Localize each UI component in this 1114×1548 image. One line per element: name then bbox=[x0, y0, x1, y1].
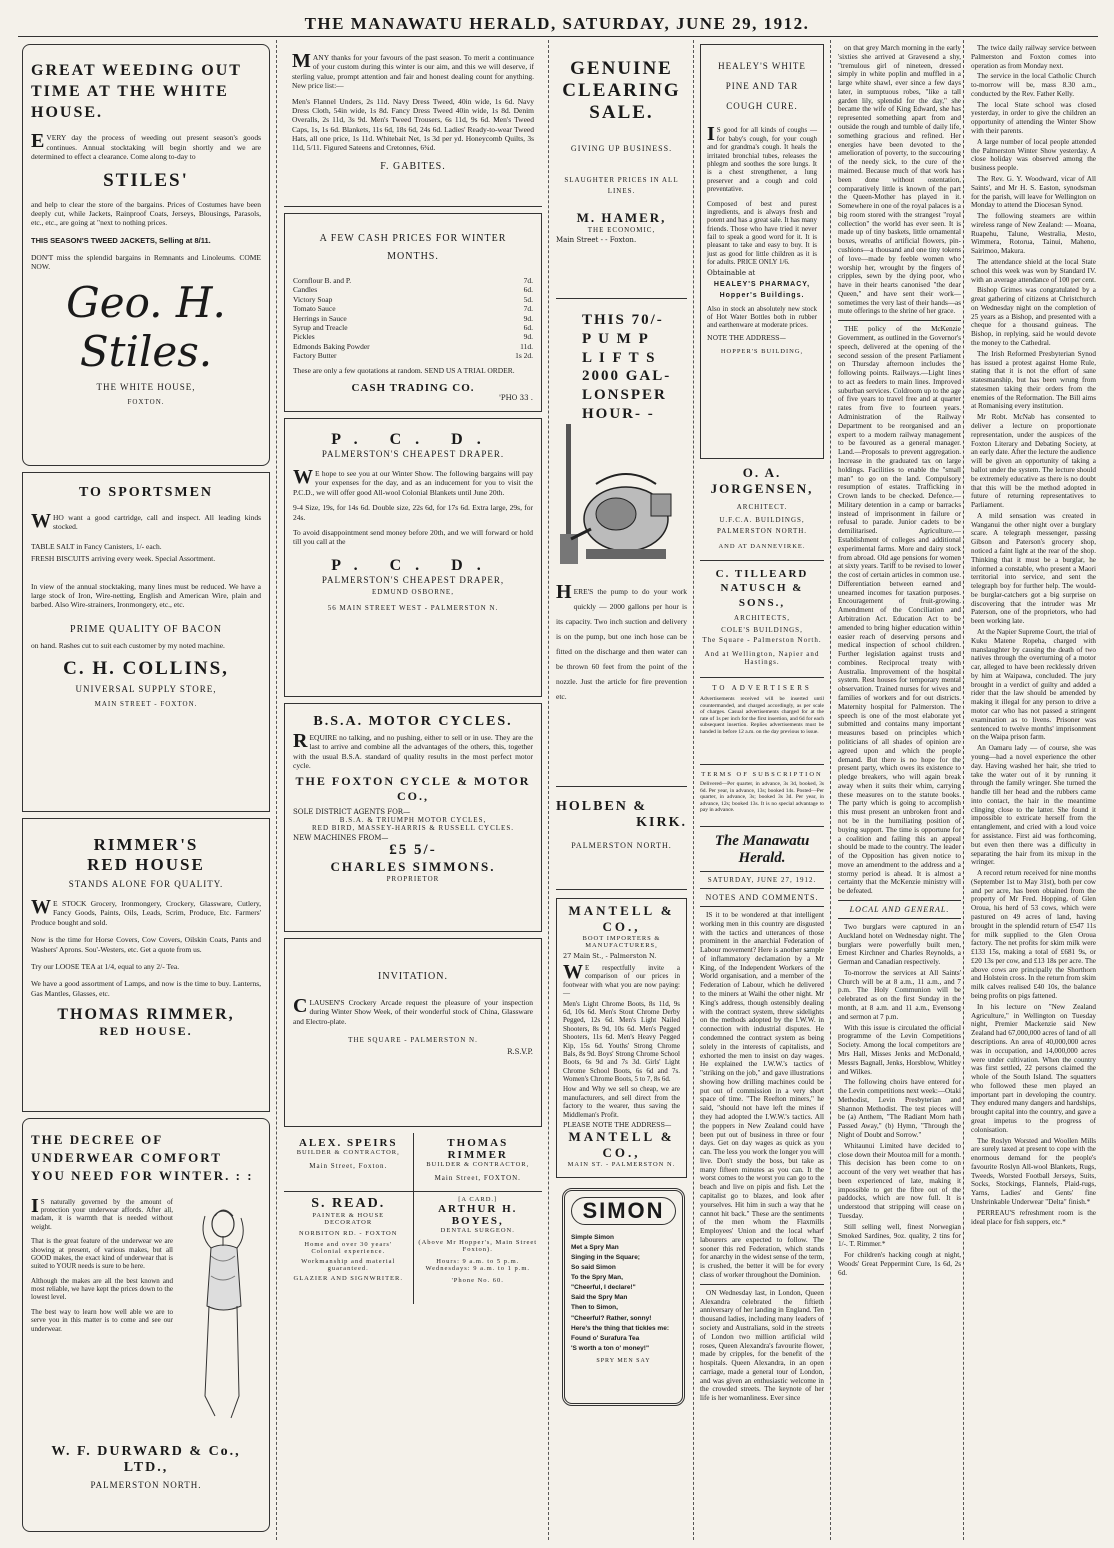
column-6 bbox=[971, 44, 1096, 1540]
cash-price-row bbox=[293, 285, 533, 294]
tilleard-name: C. TILLEARD NATUSCH & SONS., bbox=[715, 568, 809, 609]
simon-verse-line: Said the Spry Man bbox=[571, 1294, 628, 1302]
news-alexandra-cont: on that grey March morning in the early 'sixties she arrived at Gravesend a shy, "tremulous girl of nineteen, dressed simply in white poplin and muffled in a large white shawl, ever since a few days later, in sumptuous robes, "like a tall garden lily, splendid for the day," she became the wife of King Edward, she has represented something apart from and outside the rough and tumble of daily life, something gracious and refined. Her energies have been devoted to the amelioration of poverty, to the succouring of the needy sick, to the cure of the maimed. Because much of that work has been done without ostentation, comparatively little is known of the part the Queen-Mother has played in it. Somewhere in one of the royal palaces is a big room stored with the strangest "royal collection" the world has ever seen. It is made up of tiny baskets, little ornamental boxes, wreaths of artificial flowers, pin-cushions—a thousand and one tiny tokens of love—made by feeble women who worship her, wrought by the fingers of cripples, sewn by the dying poor, who have in their hearts canonised "the dear Queen," and have sent their work—sometimes the very last of their hands—as mute offerings to the shrine of her grace. bbox=[838, 44, 961, 316]
cash-note: These are only a few quotations at random. SEND US A TRIAL ORDER. bbox=[293, 366, 515, 376]
rimmer-p3: Try our LOOSE TEA at 1/4, equal to any 2/- Tea. bbox=[31, 961, 180, 971]
jorgensen-ad bbox=[700, 465, 824, 561]
tilleard-also: And at Wellington, Napier and Hastings. bbox=[704, 649, 820, 666]
gabites-list: Men's Flannel Unders, 2s 11d. Navy Dress Tweed, 40in wide, 1s 6d. Navy Dress Cloth, 54in wide, 1s 8d. Fancy Dress Tweed 40in wide, 1s 8d. Denim Overalls, 2s 11d, 3s 9d. Men's Tweed Trousers, 6s 11d, 9s 6d. Men's Tweed Caps, 1s, 1s 6d. Blankets, 11s 6d, 18s 6d, 24s 6d. Ladies' Ready-to-wear Tweed Hats, all one price, 1s 11d. Whitebait Net, 1s 3d per yd. Honeycomb Quilts, 3s 11d, 5/11. Figured Sateens and Cretonnes, 6¾d. bbox=[292, 96, 534, 153]
hamer-t3: SALE. bbox=[589, 102, 654, 123]
hamer-sub: GIVING UP BUSINESS. bbox=[570, 144, 673, 153]
bsa-machines: NEW MACHINES FROM— bbox=[293, 833, 389, 842]
news-paragraph: A record return received for nine months (September 1st to May 31st), both per cow and per acre, has been obtained from the property of Mr Fred. Hopping, of Glen Oroua, his herd of 53 cows, which were pastured on 49 acres of land, having brought in the splendid return of £547 11s for milk supplied to the Glen Oroua factory. The net profits for skim milk were £133 15s, making a total of £681 9s, or £20 13s per cow, and £13 18s per acre. The above cows are principally the Shorthorn and Holstein cross. In the return from skim milk calves realised £40 10s, the balance being profits on pigs fattened. bbox=[971, 869, 1096, 1001]
column-divider bbox=[830, 40, 831, 1540]
simon-verse-line: "Cheerful, I declare!" bbox=[571, 1284, 636, 1292]
pcd-addr: 56 MAIN STREET WEST - PALMERSTON N. bbox=[327, 603, 499, 612]
bsa-prop: CHARLES SIMMONS. bbox=[330, 858, 496, 874]
cash-price-row bbox=[293, 342, 533, 351]
rimmer-p1: WE STOCK Grocery, Ironmongery, Crockery, Glassware, Cutlery, Fancy Goods, Paints, Oils, Leads, Scrim, Produce, Etc. Farmers' Produce bought and sold. bbox=[31, 896, 261, 927]
cash-price-row bbox=[293, 314, 533, 323]
collins-p4: In view of the annual stocktaking, many lines must be reduced. We have a large stock of Iron, Wire-netting, English and American Wire, plain and barbed. Also Wire-strainers, Ironmongery, etc., etc. bbox=[31, 581, 261, 610]
hamer-ad bbox=[556, 58, 687, 299]
stiles-house: THE WHITE HOUSE, bbox=[96, 381, 196, 392]
boyes-addr: (Above Mr Hopper's, Main Street Foxton). bbox=[418, 1239, 538, 1253]
healey-addr: HOPPER'S BUILDING, bbox=[720, 347, 804, 355]
cash-item-price: 6d. bbox=[523, 285, 533, 295]
news-choirs: The following choirs have entered for the Levin competitions next week:—Otaki Methodist, Levin Presbyterian and Shannon Methodist. The test pieces will be (a) Anthem, "The Radiant Morn hath Passed Away," (b) Hymn, "Through the Night of Doubt and Sorrow." bbox=[838, 1078, 961, 1139]
cash-price-list bbox=[293, 276, 533, 360]
read-ad bbox=[284, 1192, 414, 1304]
pump-body: HERE'S the pump to do your work quickly — 2000 gallons per hour is its capacity. Two inch suction and delivery is on the pump, but one inch hose can be fitted on the discharge and then water can be thrown 60 feet from the point of the nozzle. Just the article for fire prevention etc. bbox=[556, 580, 687, 701]
pcd-owner: EDMUND OSBORNE, bbox=[372, 587, 454, 596]
bsa-proptitle: PROPRIETOR bbox=[386, 874, 440, 883]
cash-price-row bbox=[293, 295, 533, 304]
news-paragraph: The Irish Reformed Presbyterian Synod has issued a protest against Home Rule, stating that it is not the effort of sane statesmanship, but has been wrung from statesmen taking their orders from the enemies of the Reformation. The Bill aims at Romanising every institution. bbox=[971, 349, 1096, 411]
advertisers-body: Advertisements received will be inserted until countermanded, and charged accordingly, as per scale of charges. Casual advertisements charged for at the rate of 1s per inch for the first insertion, and 6d for each subsequent insertion. Replies advertisements must be handed in before 12 a.m. on the day previous to issue. bbox=[700, 696, 824, 735]
stiles-ad bbox=[22, 44, 270, 466]
jorgensen-addr: U.F.C.A. BUILDINGS, PALMERSTON NORTH. bbox=[716, 516, 808, 536]
pcd-p2: 9-4 Size, 19s, for 14s 6d. Double size, 22s 6d, for 17s 6d. Extra large, 29s, for 24s. bbox=[293, 503, 533, 522]
healey-t3: COUGH CURE. bbox=[726, 100, 798, 111]
cash-item-price: 1s 2d. bbox=[515, 351, 533, 360]
news-paragraph: At the Napier Supreme Court, the trial of Kuku Matene Ropeha, charged with manslaughter by causing the death of two natives through the overturning of a motor car, alleged to have been recklessly driven by him at Waipawa, concluded. The jury brought in a verdict of guilty and added a rider that the law should be amended by making it illegal for any person to drive a motor car who has not passed a stringent examination as to livens. Prisoner was sentenced to twelve months' imprisonment on the Waipa prison farm. bbox=[971, 628, 1096, 742]
news-paragraph: The local State school was closed yesterday, in order to give the children an opportunity of attending the Winter Show with their parents. bbox=[971, 100, 1096, 136]
cash-item-price: 7d. bbox=[523, 276, 533, 285]
tilleard-trade: ARCHITECTS, bbox=[734, 613, 790, 622]
terms-notice bbox=[700, 765, 824, 827]
mantell-name: MANTELL & CO., bbox=[568, 903, 675, 934]
holben-ad bbox=[556, 787, 687, 890]
column-divider bbox=[693, 40, 694, 1540]
simon-verse-line: To the Spry Man, bbox=[571, 1274, 623, 1282]
news-paragraph: Mr Robt. McNab has consented to deliver a lecture on proportionate representation, under the auspices of the Foxton Literary and Debating Society, at an early date. After the lecture the audience will be given an opportunity of taking a ballot under the system. The lecture should be extremely educative as there is no doubt that this will be the method adopted in future of returning representatives to Parliament. bbox=[971, 413, 1096, 510]
bsa-title: B.S.A. MOTOR CYCLES. bbox=[313, 714, 513, 729]
cash-price-row bbox=[293, 332, 533, 341]
news-paragraph: The attendance shield at the local State school this week was won by Standard IV. with an average attendance of 100 per cent. bbox=[971, 257, 1096, 284]
pcd-ad bbox=[284, 418, 542, 697]
healey-p1: IS good for all kinds of coughs — for baby's cough, for your cough and for grandma's cough. It heals the irritated bronchial tubes, releases the phlegm and soothes the sore lungs. It is a chest strengthener, a lung preserver and a cough and cold preventative. bbox=[707, 123, 817, 194]
durward-name: W. F. DURWARD & Co., LTD., bbox=[51, 1443, 241, 1475]
read-addr: NORBITON RD. - FOXTON bbox=[299, 1230, 398, 1237]
hamer-t1: GENUINE bbox=[570, 58, 673, 79]
bsa-brands2: RED BIRD, MASSEY-HARRIS & RUSSELL CYCLES. bbox=[312, 823, 514, 832]
durward-p1: IS naturally governed by the amount of protection your underwear affords. After all, madam, it is warmth that is needed without weight. bbox=[31, 1194, 173, 1231]
rimmer-tag: STANDS ALONE FOR QUALITY. bbox=[68, 879, 224, 889]
stiles-town: FOXTON. bbox=[127, 397, 165, 406]
news-paragraph: Bishop Grimes was congratulated by a great gathering of citizens at Christchurch on Wednesday night on the completion of 25 years as a Bishop, and presented with a cheque for a thousand guineas. The Bishop, in replying, said he would devote the money to the Cathedral. bbox=[971, 286, 1096, 347]
read-p1: Home and over 30 years' Colonial experience. bbox=[304, 1241, 393, 1255]
healey-p2: Composed of best and purest ingredients, and is always fresh and potent and has a great sale. It has many friends. Those who have tried it never fail to speak a good word for it. It is pleasant to take and easy to buy. It is just as good for little children as it is for adults. PRICE ONLY 1/6. bbox=[707, 199, 817, 267]
stiles-name: STILES' bbox=[103, 169, 189, 191]
paper-date: SATURDAY, JUNE 27, 1912. bbox=[707, 876, 817, 884]
pcd-sub2: PALMERSTON'S CHEAPEST DRAPER, bbox=[321, 574, 505, 585]
column-3 bbox=[556, 44, 691, 1540]
speirs-trade: BUILDER & CONTRACTOR, bbox=[296, 1149, 400, 1156]
news-paragraph: The service in the local Catholic Church to-morrow will be, mass 8.30 a.m., conducted by the Rev. Father Kelly. bbox=[971, 72, 1096, 98]
bsa-agents: SOLE DISTRICT AGENTS FOR— bbox=[293, 807, 411, 816]
cash-item-name: Edmonds Baking Powder bbox=[293, 341, 370, 351]
healey-ad bbox=[700, 44, 824, 459]
news-paragraph: The following steamers are within wireless range of New Zealand: — Moana, Ruapehu, Talune, Westralia, Mesto, Wimmera, Rotorua, Tainui, Maheno, Sairimoo, Makura. bbox=[971, 212, 1096, 256]
hamer-addr: Main Street - - Foxton. bbox=[556, 236, 637, 244]
services-row bbox=[284, 1192, 542, 1304]
pump-l6: HOUR- - bbox=[582, 405, 655, 422]
simon-verse-line: Simple Simon bbox=[571, 1234, 614, 1241]
column-divider bbox=[276, 40, 277, 1540]
healey-p3: Obtainable at bbox=[707, 268, 756, 277]
pump-l3: L I F T S bbox=[582, 349, 657, 366]
durward-town: PALMERSTON NORTH. bbox=[90, 1479, 202, 1490]
durward-p2: That is the great feature of the underwear we are showing at present, of various makes, but all GOOD makes, the exact kind of underwear that is suited to YOUR needs is sure to be here. bbox=[31, 1237, 173, 1271]
cash-item-name: Tomato Sauce bbox=[293, 304, 336, 314]
cash-item-price: 7d. bbox=[523, 304, 533, 314]
pump-l2: P U M P bbox=[582, 330, 650, 347]
column-4 bbox=[700, 44, 828, 1540]
hamer-slaughter: SLAUGHTER PRICES IN ALL LINES. bbox=[564, 176, 679, 195]
healey-p5: NOTE THE ADDRESS— bbox=[707, 333, 787, 342]
hamer-t2: CLEARING bbox=[562, 80, 681, 101]
news-cough: For children's hacking cough at night, Woods' Great Peppermint Cure, 1s 6d, 2s 6d. bbox=[838, 1251, 961, 1277]
collins-bacon: PRIME QUALITY OF BACON bbox=[70, 623, 222, 635]
simon-verse-line: So said Simon bbox=[571, 1264, 616, 1272]
gabites-name: F. GABITES. bbox=[380, 160, 446, 172]
news-paragraph: A large number of local people attended the Palmerston Winter Show yesterday. A close holiday was observed among the business people. bbox=[971, 137, 1096, 173]
bsa-p1: REQUIRE no talking, and no pushing, either to sell or in use. They are the last to arrive and combine all the advantages of the others, this, together with the usual B.S.A. standard of quality results in the most perfect motor cycle. bbox=[293, 730, 533, 771]
stiles-tweed: THIS SEASON'S TWEED JACKETS, Selling at 8/11. bbox=[31, 235, 211, 245]
simon-foot: SPRY MEN SAY bbox=[596, 1357, 651, 1364]
mantell-addr: 27 Main St., - Palmerston N. bbox=[563, 952, 657, 960]
cash-price-row bbox=[293, 304, 533, 313]
simon-ad bbox=[562, 1188, 685, 1406]
cash-item-price: 9d. bbox=[523, 332, 533, 342]
terms-title: TERMS OF SUBSCRIPTION bbox=[701, 771, 823, 778]
masthead-rule bbox=[18, 36, 1098, 37]
cash-title: A FEW CASH PRICES FOR WINTER MONTHS. bbox=[319, 233, 507, 262]
advertisers-title: TO ADVERTISERS bbox=[712, 684, 812, 692]
cash-price-row bbox=[293, 323, 533, 332]
mantell-name2: MANTELL & CO., bbox=[568, 1129, 675, 1161]
boyes-phone: 'Phone No. 60. bbox=[451, 1277, 504, 1284]
cash-item-price: 6d. bbox=[523, 322, 533, 332]
stiles-signature: Geo. H. Stiles. bbox=[66, 277, 226, 376]
clausen-title: INVITATION. bbox=[378, 971, 448, 982]
mantell-ad bbox=[556, 898, 687, 1178]
simon-verse-line: Then to Simon, bbox=[571, 1304, 618, 1312]
boyes-name: ARTHUR H. BOYES, bbox=[438, 1203, 518, 1227]
column-1 bbox=[22, 44, 274, 1540]
masthead: THE MANAWATU HERALD, SATURDAY, JUNE 29, 1912. bbox=[304, 14, 810, 33]
cash-phone: 'PHO 33 . bbox=[498, 393, 533, 402]
column-divider bbox=[963, 40, 964, 1540]
column-5 bbox=[838, 44, 961, 1540]
local-general-heading: LOCAL AND GENERAL. bbox=[849, 905, 950, 914]
cash-price-row bbox=[293, 276, 533, 285]
mantell-p3: PLEASE NOTE THE ADDRESS— bbox=[563, 1121, 672, 1130]
gabites-ad bbox=[284, 44, 542, 207]
bsa-ad bbox=[284, 703, 542, 932]
healey-p4: Also in stock an absolutely new stock of Hot Water Bottles both in rubber and earthenware at moderate prices. bbox=[707, 304, 817, 330]
cash-item-price: 5d. bbox=[523, 294, 533, 304]
builders-row bbox=[284, 1133, 542, 1192]
healey-name: HEALEY'S PHARMACY, bbox=[713, 280, 811, 288]
speirs-name: ALEX. SPEIRS bbox=[298, 1137, 398, 1149]
boyes-hours: Hours: 9 a.m. to 5 p.m. Wednesdays: 9 a.m. to 1 p.m. bbox=[425, 1258, 531, 1272]
cash-item-name: Candles bbox=[293, 285, 318, 295]
rimmer-ad bbox=[22, 818, 270, 1112]
read-p3: GLAZIER AND SIGNWRITER. bbox=[293, 1275, 403, 1282]
news-paragraph: A mild sensation was created in Wanganui the other night over a burglary scare. A telegraph messenger, passing Gibson and Paterson's grocery shop, noticed a faint light at the rear of the shop. Thinking that it must be a burglar, he informed a constable, who present a Maori territorial into service, and sent the telegraph boy for further help. The would-be burglar-catchers got a big surprise on discovering that the intruder was Mr Paterson, one of the proprietors, who had been working late. bbox=[971, 511, 1096, 626]
tilleard-ad bbox=[700, 561, 824, 678]
column-divider bbox=[548, 40, 549, 1540]
news-services: To-morrow the services at All Saints' Church will be at 8 a.m., 11 a.m., and 7 p.m. The Holy Communion will be celebrated as on the first Sunday in the month, at 8 a.m. and 11 a.m., Evensong and sermon at 7 p.m. bbox=[838, 968, 961, 1021]
cash-item-name: Factory Butter bbox=[293, 351, 337, 360]
pcd-title: P. C. D. bbox=[331, 431, 495, 448]
cash-item-name: Pickles bbox=[293, 332, 315, 342]
pump-l1: THIS 70/- bbox=[582, 312, 664, 328]
hamer-name: M. HAMER, bbox=[576, 210, 667, 225]
jorgensen-name: O. A. JORGENSEN, bbox=[710, 465, 814, 496]
clausen-body: CLAUSEN'S Crockery Arcade request the pleasure of your inspection during Winter Show Week, of their wonderful stock of China, Glassware and Electro-plate. bbox=[293, 995, 533, 1026]
durward-ad bbox=[22, 1118, 270, 1532]
news-paragraph: In his lecture on "New Zealand Agriculture," in Wellington on Tuesday night, Premier Mackenzie said New Zealand had 67,000,000 acres of land of all descriptions. An area of 40,000,000 acres was in occupation, and 14,000,000 acres were under cultivation. When the country was first settled, 22 persons claimed the whole of the South Island. The squatters who followed these men played an important part in developing the country. They endured many dangers and hardships, brought capital into the country, and gave a great impetus to the progress of colonisation. bbox=[971, 1002, 1096, 1134]
mantell-p2: How and Why we sell so cheap, we are manufacturers, and sell direct from the factory to the wearer, thus saving the Middleman's Profit. bbox=[563, 1085, 680, 1119]
simon-verse-line: Singing in the Square; bbox=[571, 1254, 640, 1262]
healey-t1: HEALEY'S WHITE bbox=[718, 61, 806, 71]
speirs-addr: Main Street, Foxton. bbox=[309, 1162, 388, 1170]
boyes-card: [A CARD.] bbox=[458, 1196, 498, 1203]
clausen-ad bbox=[284, 938, 542, 1127]
cash-name: CASH TRADING CO. bbox=[351, 381, 475, 394]
cash-item-name: Herrings in Sauce bbox=[293, 313, 347, 323]
tilleard-addr: The Square - Palmerston North. bbox=[702, 635, 822, 644]
stiles-title: GREAT WEEDING OUT TIME AT THE WHITE HOUSE. bbox=[31, 62, 242, 121]
speirs-ad bbox=[284, 1133, 414, 1191]
bsa-price: £5 5/- bbox=[389, 841, 437, 858]
read-p2: Workmanship and material guaranteed. bbox=[301, 1258, 396, 1272]
healey-bldg: Hopper's Buildings. bbox=[719, 291, 805, 299]
collins-p3: FRESH BISCUITS arriving every week. Special Assortment. bbox=[31, 554, 216, 564]
collins-p5: on hand. Rashes cut to suit each customer by my noted machine. bbox=[31, 640, 225, 650]
bsa-brands1: B.S.A. & TRIUMPH MOTOR CYCLES, bbox=[339, 815, 487, 824]
simon-verse-line: 'S worth a ton o' money!" bbox=[571, 1344, 650, 1352]
cash-item-price: 11d. bbox=[520, 341, 533, 351]
mantell-addr2: MAIN ST. - PALMERSTON N. bbox=[567, 1161, 676, 1169]
mantell-p1: WE respectfully invite a comparison of our prices in footwear with what you are now paying:— bbox=[563, 961, 680, 998]
trimmer-trade: BUILDER & CONTRACTOR, bbox=[426, 1161, 530, 1168]
rimmer-p2: Now is the time for Horse Covers, Cow Covers, Oilskin Coats, Pants and Washers' Aprons. Sou'-Westers, etc. Get a quote from us. bbox=[31, 935, 261, 954]
holben-name2: KIRK. bbox=[636, 815, 687, 830]
collins-name: C. H. COLLINS, bbox=[63, 658, 229, 679]
read-trade: PAINTER & HOUSE DECORATOR bbox=[312, 1212, 385, 1226]
durward-p4: The best way to learn how well able we are to serve you in this matter is to come and see our underwear. bbox=[31, 1307, 173, 1333]
simon-verse-line: "Cheerful? Rather, sonny! bbox=[571, 1314, 652, 1322]
collins-ad bbox=[22, 472, 270, 812]
gabites-body: MANY thanks for your favours of the past season. To merit a continuance of your custom during this winter is our aim, and this we will deserve, if sterling value, prompt attention and fair and honest dealing count for anything. New price list:— bbox=[292, 50, 534, 91]
clausen-rsvp: R.S.V.P. bbox=[507, 1048, 533, 1057]
paper-title: The Manawatu Herald. bbox=[714, 833, 810, 866]
boyes-trade: DENTAL SURGEON. bbox=[440, 1227, 515, 1234]
pump-illustration bbox=[556, 424, 686, 574]
mantell-trade: BOOT IMPORTERS & MANUFACTURERS, bbox=[582, 935, 661, 949]
paper-section: NOTES AND COMMENTS. bbox=[705, 893, 819, 902]
editorial-p1: IS it to be wondered at that intelligent working men in this country are disgusted with the tactics and utterances of those prominent in the anarchial Federation of Labour movement? Here is another sample of inflammatory declamation by a Mr King, of the Independent Workers of the World organisation, and a member of the Federation of Labour, which he delivered to the miners at Waihi the other night. Mr King's address, though ostensibly dealing with the contract system, threw sidelights on the methods adopted by the I.W.W. in connection with industrial disputes. He condemned the contract system as being solely in the interests of capitalists, and exhorted the men to insist on day wages. He explained the I.W.W.'s tactics of "striking on the job," and gave illustrations showing how drilling machines could be put out of commission in a very short space of time. "The Reefton miners," he said, "should not have left the mines if they had adopted the I.W.W.'s tactics. All the poppers in New Zealand could have been put out of business in three or four days. Get on day wages as quick as you can. The less you work the longer you will live. Don't study the boss, but take as many fifteen minutes as you can. It the worst comes to the worst you can go to the beach and live on pipis and fish. Let the capitalist go to blazes, and look after yourselves. Hit him in such a way that he cannot hit back." These are the sentiments of the men whom the Flaxmills Employees' Union and the local wharf labourers are expected to follow. The sooner this red Federation, which stands for anarchy in the widest sense of the term, is crushed, the better it will be for every class of worker throughout the Dominion. bbox=[700, 911, 824, 1280]
collins-p2: TABLE SALT in Fancy Canisters, 1/- each. bbox=[31, 541, 162, 551]
terms-body: Delivered—Per quarter, in advance, 3s 3d, booked, 3s 6d. Per year, in advance, 13s; booked 14s. Posted—Per quarter, in advance, 3s; booked 3s 3d. Per year, in advance, 12s; booked 13s. It is no special advantage to pay in advance. bbox=[700, 781, 824, 814]
stiles-remnants: DON'T miss the splendid bargains in Remnants and Linoleums. COME NOW. bbox=[31, 253, 261, 272]
rimmer-house: RED HOUSE. bbox=[99, 1024, 193, 1038]
bsa-co: THE FOXTON CYCLE & MOTOR CO., bbox=[295, 773, 531, 803]
rimmer-title1: RIMMER'S bbox=[93, 835, 199, 854]
news-policy: THE policy of the McKenzie Government, as outlined in the Governor's speech, delivered at the opening of the second session of the present Parliament on Thursday afternoon includes the following points. Railways.—Light lines to act as feeders to main lines. Improved suburban services. Coldroom up to the age of five years to travel free and at quarter rates from five to fourteen years. Administration of the Railway Department to be reorganised and an expert to a modern railway management to be favoured as a general manager. Land.—Proposals to prevent aggregation. Increase in the graduated tax on large holdings. Facilities to enable the "small man" to go on the land. Compulsory resumption of estates. Trafficking in Crown lands to be checked. Defence.—Military detention in a camp or barracks instead of imprisonment in failure or refusal to parade. Junior cadets to be demilitarised. Agriculture.—Establishment of colleges and additional experimental farms. More and dairy stock from abroad. Old age pensions for women at sixty years. Tariff to be revised to lower the cost of certain articles in common use. Differentiation between earned and unearned incomes for taxation purposes. Encouragement of fruit-growing. Amendment of the Conciliation and Arbitration Act. Education Act to be amended to bring higher education within easier reach of deserving persons and medical inspection of school children. Further legislation against trusts and combines. Reciprocal treaty with Australia. Improvement of the hospital system. Rest houses for temporary mental observation. Trained nurses for wives and families of workers and for out districts. Maternity hospital for Palmerston. The speech is one of the most elaborate yet submitted and contains many important measures based on principles which politicians of all shades of opinion are agreed upon and which the people demand. But there is no hope for the present party, which owes its existence to pledge breakers, who will again break away when it suits their whim, carrying these measures on to the statute books. The party which is going to accomplish this must present an unbroken front and not be in the humiliating position of buying support. The time is opportune for a coalition and failing this an appeal should be made to the country. The leader of the Opposition has given notice to move an amendment to the address and a stormy period is ahead. It is almost a certainty that the McKenzie ministry will be defeated. bbox=[838, 325, 961, 896]
woman-figure-illustration bbox=[181, 1196, 261, 1426]
news-levin: With this issue is circulated the official programme of the Levin Competitions Society. Among the local competitors are Mrs Hall, Misses Jenks and McDonald, Messrs Bagnall, Jenks, Horsblow, Whitley and Wilkes. bbox=[838, 1023, 961, 1076]
cash-item-price: 9d. bbox=[523, 313, 533, 323]
rimmer-title2: RED HOUSE bbox=[87, 855, 205, 874]
jorgensen-trade: ARCHITECT. bbox=[736, 503, 788, 511]
news-mill: Whitaunui Limited have decided to close down their Moutoa mill for a month. This decision has been come to on account of the very wet weather that has been experienced of late, making it impossible to get the fibre out of the paddocks, which are now full. It is understood that stripping will cease on Tuesday. bbox=[838, 1141, 961, 1220]
news-burglars: Two burglars were captured in an Auckland hotel on Wednesday night. The burglars were powerfully built men, Ernest Kirchner and Charles Reynolds, a German and Canadian respectively. bbox=[838, 923, 961, 967]
hamer-tag: THE ECONOMIC, bbox=[587, 226, 656, 234]
news-paragraph: PERREAU'S refreshment room is the ideal place for fish suppers, etc.* bbox=[971, 1208, 1096, 1226]
durward-p3: Although the makes are all the best known and most reliable, we have kept the prices down to the lowest level. bbox=[31, 1276, 173, 1302]
pcd-p1: WE hope to see you at our Winter Show. The following bargains will pay your expenses for the day, and as an inducement for you to visit the P.C.D., we will offer good All-wool Colonial Blankets until June 20th. bbox=[293, 466, 533, 497]
mantell-list: Men's Light Chrome Boots, 8s 11d, 9s 6d, 10s 6d. Men's Stout Chrome Derby Pegged, 12s 6d. Men's Light Nailed Shooters, 8s 9d, 10s 6d. Men's Pegged Shooters, 11s 6d. Men's Heavy Pegged Kip, 15s 6d. Youths' Strong Chrome Bals, 8s 9d. Boys' Strong Chrome School Boots, 6s 9d and 7s 3d. Girls' Light Chrome School Boots, 6s 6d and 7s. Women's Chrome Boots, 5 to 7, 8s 6d. bbox=[563, 999, 680, 1084]
cash-item-name: Syrup and Treacle bbox=[293, 322, 348, 332]
simon-verse-line: Met a Spry Man bbox=[571, 1244, 619, 1252]
collins-addr: MAIN STREET - FOXTON. bbox=[94, 700, 198, 708]
tilleard-bldg: COLE'S BUILDINGS, bbox=[721, 625, 803, 634]
jorgensen-also: AND AT DANNEVIRKE. bbox=[718, 543, 806, 551]
pcd-sub: PALMERSTON'S CHEAPEST DRAPER. bbox=[321, 449, 505, 459]
pcd-title2: P. C. D. bbox=[331, 556, 495, 574]
pump-l4: 2000 GAL- bbox=[582, 368, 672, 385]
column-2 bbox=[284, 44, 546, 1540]
cash-item-name: Cornflour B. and P. bbox=[293, 276, 352, 285]
cash-item-name: Victory Soap bbox=[293, 294, 333, 304]
cash-trading-ad bbox=[284, 213, 542, 412]
holben-town: PALMERSTON NORTH. bbox=[571, 841, 672, 850]
holben-name1: HOLBEN & bbox=[556, 799, 648, 814]
cash-price-row bbox=[293, 351, 533, 360]
clausen-addr: THE SQUARE - PALMERSTON N. bbox=[348, 1036, 478, 1045]
simon-title: SIMON bbox=[571, 1197, 676, 1225]
pump-l5: LONSPER bbox=[582, 387, 667, 403]
trimmer-name: THOMAS RIMMER bbox=[447, 1137, 509, 1161]
stiles-body: EVERY day the process of weeding out present season's goods continues. Annual stocktaking will begin shortly and we are determined to effect a clearance. Come along to-day to bbox=[31, 130, 261, 162]
collins-p1: WHO want a good cartridge, call and inspect. All leading kinds stocked. bbox=[31, 510, 261, 532]
pcd-p3: To avoid disappointment send money before 20th, and we will forward or hold till you call at the bbox=[293, 527, 533, 547]
news-paragraph: The twice daily railway service between Palmerston and Foxton comes into operation as from Monday next. bbox=[971, 44, 1096, 70]
news-paragraph: The Rev. G. Y. Woodward, vicar of All Saints', and Mr H. S. Easton, synodsman for the parish, will leave for Wellington on Monday to attend the Diocesan Synod. bbox=[971, 174, 1096, 210]
simon-verse bbox=[571, 1233, 676, 1354]
boyes-ad bbox=[414, 1192, 543, 1304]
healey-t2: PINE AND TAR bbox=[725, 80, 799, 91]
editorial bbox=[700, 827, 824, 1403]
durward-title: THE DECREE OF UNDERWEAR COMFORT YOU NEED FOR WINTER. : : bbox=[31, 1132, 254, 1184]
simon-verse-line: Here's the thing that tickles me: bbox=[571, 1324, 669, 1332]
collins-title: TO SPORTSMEN bbox=[78, 485, 214, 500]
news-sardines: Still selling well, finest Norwegian Smoked Sardines, 9oz. quality, 2 tins for 1/-. T. Rimmer.* bbox=[838, 1222, 961, 1249]
stiles-body2: and help to clear the store of the bargains. Prices of Costumes have been deeply cut, while Jackets, Rainproof Coats, Jerseys, Blousings, Parasols, etc., etc., are going at "next to nothing prices. bbox=[31, 199, 261, 228]
rimmer-name: THOMAS RIMMER, bbox=[57, 1006, 235, 1023]
pump-ad bbox=[556, 299, 687, 787]
news-paragraph: An Oamaru lady — of course, she was young—had a novel experience the other day. Having washed her hair, she tried to take the water out of it by running it through the family wringer. She turned the handle till her head and the rubbers came into contact, the hair in the meantime clinging close to the latter. She found it impossible to extricate herself from the entanglement, and cried with a loud voice for assistance. First aid was forthcoming, but even then there was a difficulty in separating the hair from its mixup in the wringer. bbox=[971, 744, 1096, 867]
trimmer-addr: Main Street, FOXTON. bbox=[434, 1174, 521, 1182]
advertisers-notice bbox=[700, 678, 824, 765]
rimmer-p4: We have a good assortment of Lamps, and now is the time to buy. Lanterns, Gas Mantles, Glasses, etc. bbox=[31, 979, 261, 998]
collins-store: UNIVERSAL SUPPLY STORE, bbox=[75, 684, 217, 694]
simon-verse-line: Found o' Surafura Tea bbox=[571, 1334, 640, 1342]
thomas-rimmer-builder-ad bbox=[414, 1133, 543, 1191]
news-paragraph: The Roslyn Worsted and Woollen Mills are surely taxed at present to cope with the enormous demand for the people's favourite Roslyn All-wool Blankets, Rugs, Tweeds, Worsted Football Jerseys, Suits, Socks, Stockings, Flannels, Plaid-rugs, Yarns, Ladies' and Gents' fine Unshrinkable Underwear "Delta" finish.* bbox=[971, 1136, 1096, 1206]
editorial-p2: ON Wednesday last, in London, Queen Alexandra celebrated the fiftieth anniversary of her landing in England. Ten thousand ladies, including many leaders of society and Australians, sold in the streets of London two million artificial wild roses, Queen Alexandra's favourite flower, made by cripples, for the benefit of the hospitals. Queen Alexandra, in an open carriage, made a general tour of London, and was given an enthusiastic welcome in the crowded streets. The keynote of her life is her womanliness. Ever since bbox=[700, 1288, 824, 1403]
read-name: S. READ. bbox=[311, 1196, 386, 1211]
